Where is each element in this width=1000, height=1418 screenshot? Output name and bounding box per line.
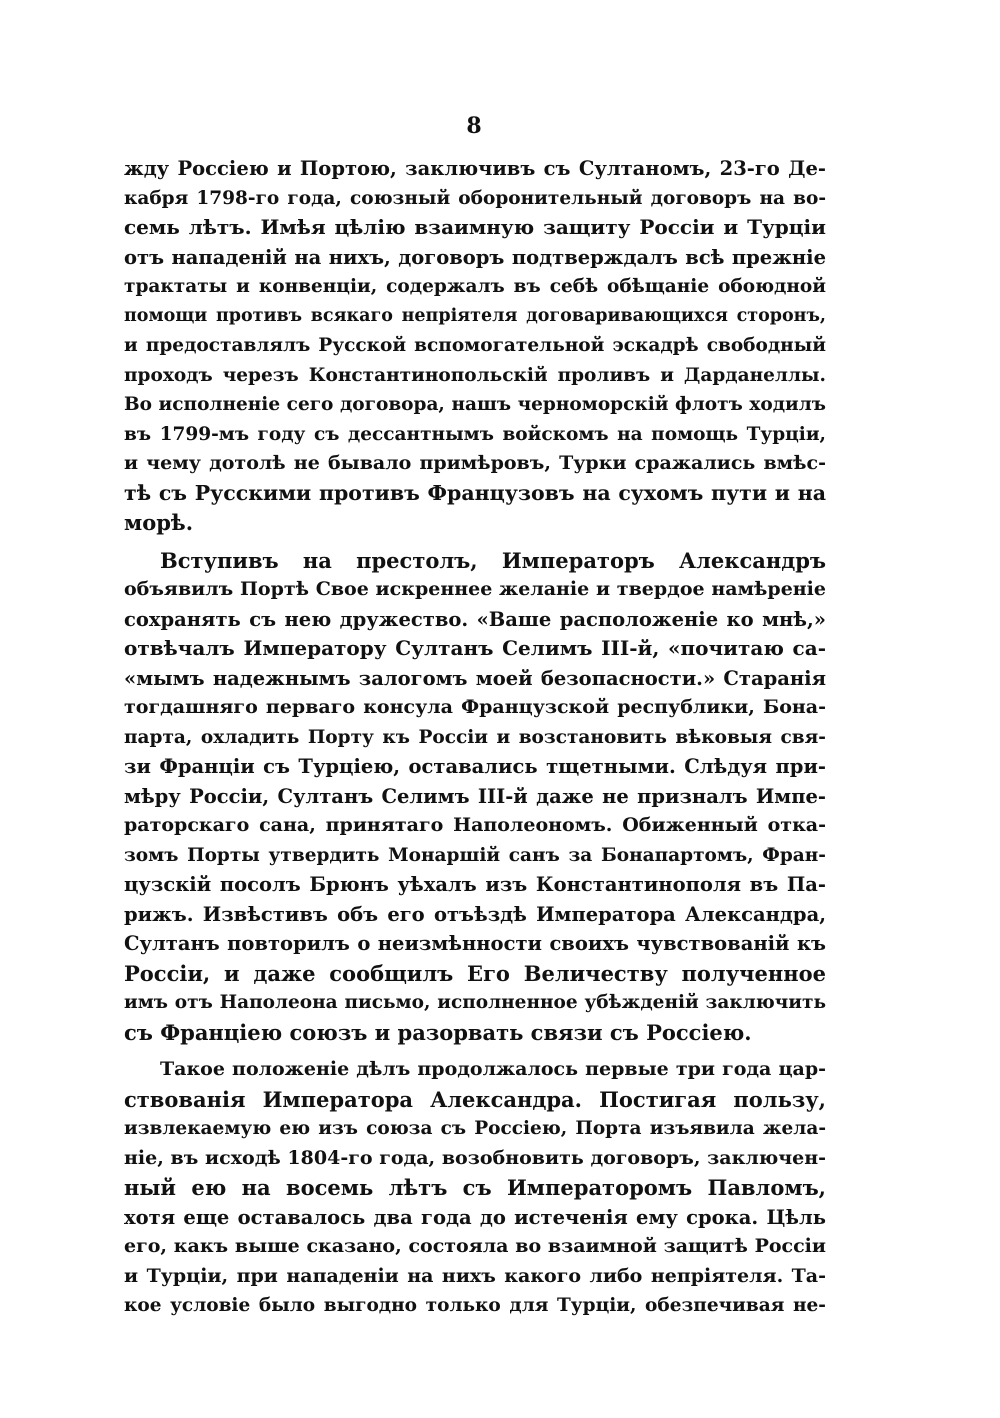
text-line: мѣру Россіи, Султанъ Селимъ III-й даже не призналъ Импе-: [124, 784, 826, 808]
text-line: раторскаго сана, принятаго Наполеономъ. Обиженный отка-: [124, 814, 826, 836]
text-line: ніе, въ исходѣ 1804-го года, возобновить договоръ, заключен-: [124, 1146, 826, 1169]
text-line: отвѣчалъ Императору Султанъ Селимъ III-й, «почитаю са-: [124, 636, 826, 660]
text-line: ный ею на восемь лѣтъ съ Императоромъ Павломъ,: [124, 1175, 826, 1200]
text-line: съ Франціею союзъ и разорвать связи съ Россіею.: [124, 1019, 752, 1045]
text-line: имъ отъ Наполеона письмо, исполненное убѣжденій заключить: [124, 992, 826, 1013]
text-line: морѣ.: [124, 510, 194, 535]
text-line: извлекаемую ею изъ союза съ Россіею, Порта изъявила жела-: [124, 1118, 826, 1139]
paragraph: [124, 1055, 826, 1321]
text-line: рижъ. Извѣстивъ объ его отъѣздѣ Императора Александра,: [124, 902, 826, 926]
text-line: зи Франціи съ Турціею, оставались тщетными. Слѣдуя при-: [124, 755, 826, 778]
text-line: и Турціи, при нападеніи на нихъ какого либо непріятеля. Та-: [124, 1264, 826, 1287]
text-line: парта, охладить Порту къ Россіи и возстановить вѣковыя свя-: [124, 726, 826, 748]
page-number: 8: [466, 113, 482, 139]
text-line: трактаты и конвенціи, содержалъ въ себѣ обѣщаніе обоюдной: [124, 276, 826, 297]
text-line: тогдашняго перваго консула Французской республики, Бона-: [124, 696, 826, 718]
text-line: тѣ съ Русскими противъ Французовъ на сухомъ пути и на: [124, 480, 826, 505]
text-line: семь лѣтъ. Имѣя цѣлію взаимную защиту Россіи и Турціи: [124, 215, 826, 239]
text-line: Вступивъ на престолъ, Императоръ Александръ: [160, 547, 826, 573]
text-line: отъ нападеній на нихъ, договоръ подтверждалъ всѣ прежніе: [124, 245, 826, 269]
body-text: [124, 154, 826, 1321]
text-line: цузскій посолъ Брюнъ уѣхалъ изъ Константинополя въ Па-: [124, 873, 826, 896]
text-line: «мымъ надежнымъ залогомъ моей безопасности.» Старанія: [124, 666, 826, 690]
text-line: жду Россіею и Портою, заключивъ съ Султаномъ, 23-го Де-: [124, 157, 826, 180]
text-line: кое условіе было выгодно только для Турціи, обезпечивая не-: [124, 1295, 826, 1316]
paragraph: [124, 546, 826, 1048]
text-line: Во исполненіе сего договора, нашъ черноморскій флотъ ходилъ: [124, 394, 826, 415]
text-line: кабря 1798-го года, союзный оборонительный договоръ на во-: [124, 187, 826, 209]
paragraph: [124, 154, 826, 538]
text-line: проходъ черезъ Константинопольскій проливъ и Дарданеллы.: [124, 364, 826, 386]
text-line: Султанъ повторилъ о неизмѣнности своихъ чувствованій къ: [124, 932, 826, 955]
text-line: его, какъ выше сказано, состояла во взаимной защитѣ Россіи: [124, 1235, 826, 1257]
text-line: объявилъ Портѣ Свое искреннее желаніе и твердое намѣреніе: [124, 578, 826, 600]
text-line: и чему дотолѣ не бывало примѣровъ, Турки сражались вмѣс-: [124, 452, 826, 474]
text-line: зомъ Порты утвердить Монаршій санъ за Бонапартомъ, Фран-: [124, 844, 826, 866]
text-line: ствованія Императора Александра. Постигая пользу,: [124, 1086, 826, 1112]
text-line: помощи противъ всякаго непріятеля договаривающихся сторонъ,: [124, 305, 826, 326]
text-line: хотя еще оставалось два года до истеченія ему срока. Цѣль: [124, 1205, 826, 1229]
text-line: и предоставлялъ Русской вспомогательной эскадрѣ свободный: [124, 335, 826, 356]
text-line: Такое положеніе дѣлъ продолжалось первые три года цар-: [160, 1058, 826, 1080]
text-line: сохранять съ нею дружество. «Ваше расположеніе ко мнѣ,»: [124, 607, 826, 631]
text-line: Россіи, и даже сообщилъ Его Величеству полученное: [124, 960, 826, 986]
text-line: въ 1799-мъ году съ дессантнымъ войскомъ на помощь Турціи,: [124, 423, 826, 445]
